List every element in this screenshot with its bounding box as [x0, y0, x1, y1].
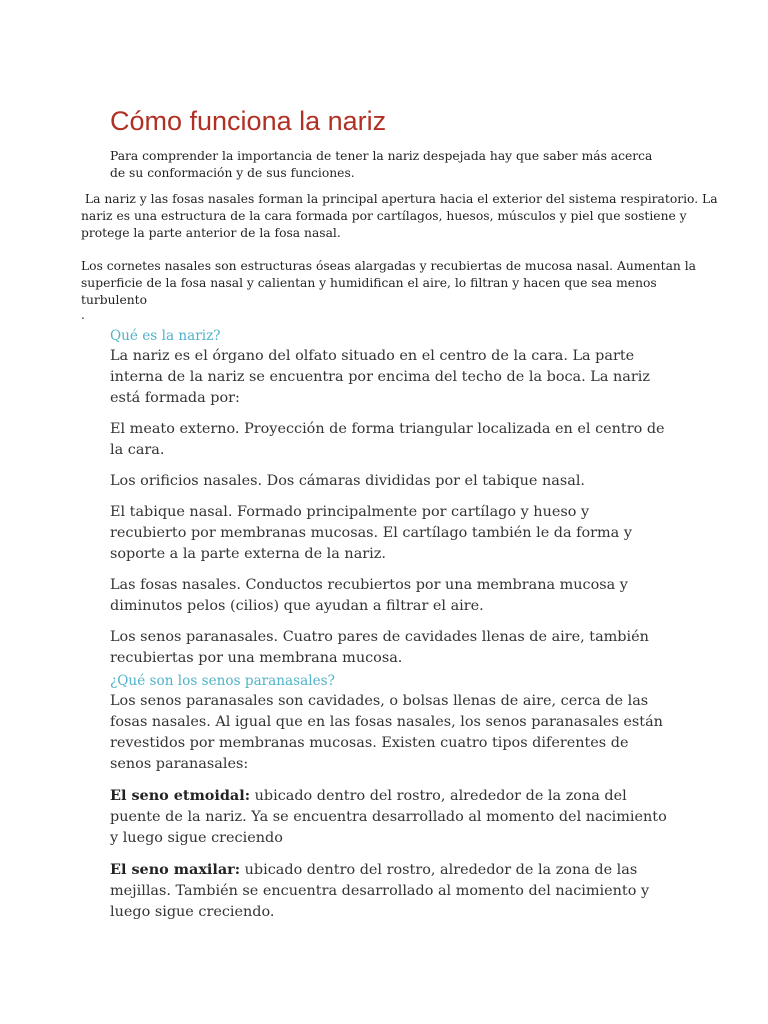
page-title: Cómo funciona la nariz — [110, 106, 387, 136]
section-paragraph: Los orificios nasales. Dos cámaras divididas por el tabique nasal. — [110, 473, 585, 489]
sinus-item — [110, 859, 670, 923]
section-heading: Qué es la nariz? — [110, 328, 221, 344]
section-heading: ¿Qué son los senos paranasales? — [110, 673, 335, 689]
section-paragraph: Los senos paranasales son cavidades, o bolsas llenas de aire, cerca de las fosas nasales. Al igual que en las fosas nasales, los senos paranasales están revestidos por membranas mucosas. Existen cuatro tipos diferentes de senos paranasales: — [110, 693, 663, 772]
turbinates-paragraph: Los cornetes nasales son estructuras óseas alargadas y recubiertas de mucosa nasal. Aumentan la superficie de la fosa nasal y calientan y humidifican el aire, lo filtran y hacen que sea menos turbulento — [81, 259, 697, 307]
section-paragraph: Las fosas nasales. Conductos recubiertos por una membrana mucosa y diminutos pelos (cilios) que ayudan a filtrar el aire. — [110, 577, 628, 614]
separator-dot: . — [81, 308, 85, 322]
section-paragraph: La nariz es el órgano del olfato situado en el centro de la cara. La parte interna de la nariz se encuentra por encima del techo de la boca. La nariz está formada por: — [110, 348, 650, 406]
nose-overview-paragraph: La nariz y las fosas nasales forman la principal apertura hacia el exterior del sistema respiratorio. La nariz es una estructura de la cara formada por cartílagos, huesos, músculos y piel que sostiene y protege la parte anterior de la fosa nasal. — [81, 192, 722, 240]
sinus-item — [110, 785, 670, 849]
section-what-is-nose — [110, 326, 670, 679]
sinus-term: El seno maxilar: — [110, 861, 241, 878]
sinus-description: ubicado dentro del rostro, alrededor de la zona del puente de la nariz. Ya se encuentra desarrollado al momento del nacimiento y luego sigue creciendo — [110, 788, 667, 846]
sinus-term: El seno etmoidal: — [110, 787, 251, 804]
section-paragraph: El tabique nasal. Formado principalmente por cartílago y hueso y recubierto por membranas mucosas. El cartílago también le da forma y soporte a la parte externa de la nariz. — [110, 504, 632, 562]
sinus-description: ubicado dentro del rostro, alrededor de la zona de las mejillas. También se encuentra desarrollado al momento del nacimiento y luego sigue creciendo. — [110, 862, 650, 920]
section-paragraph: El meato externo. Proyección de forma triangular localizada en el centro de la cara. — [110, 421, 665, 458]
intro-paragraph: Para comprender la importancia de tener la nariz despejada hay que saber más acerca de su conformación y de sus funciones. — [110, 149, 653, 180]
section-paranasal-sinuses — [110, 671, 670, 933]
section-paragraph: Los senos paranasales. Cuatro pares de cavidades llenas de aire, también recubiertas por una membrana mucosa. — [110, 629, 649, 666]
